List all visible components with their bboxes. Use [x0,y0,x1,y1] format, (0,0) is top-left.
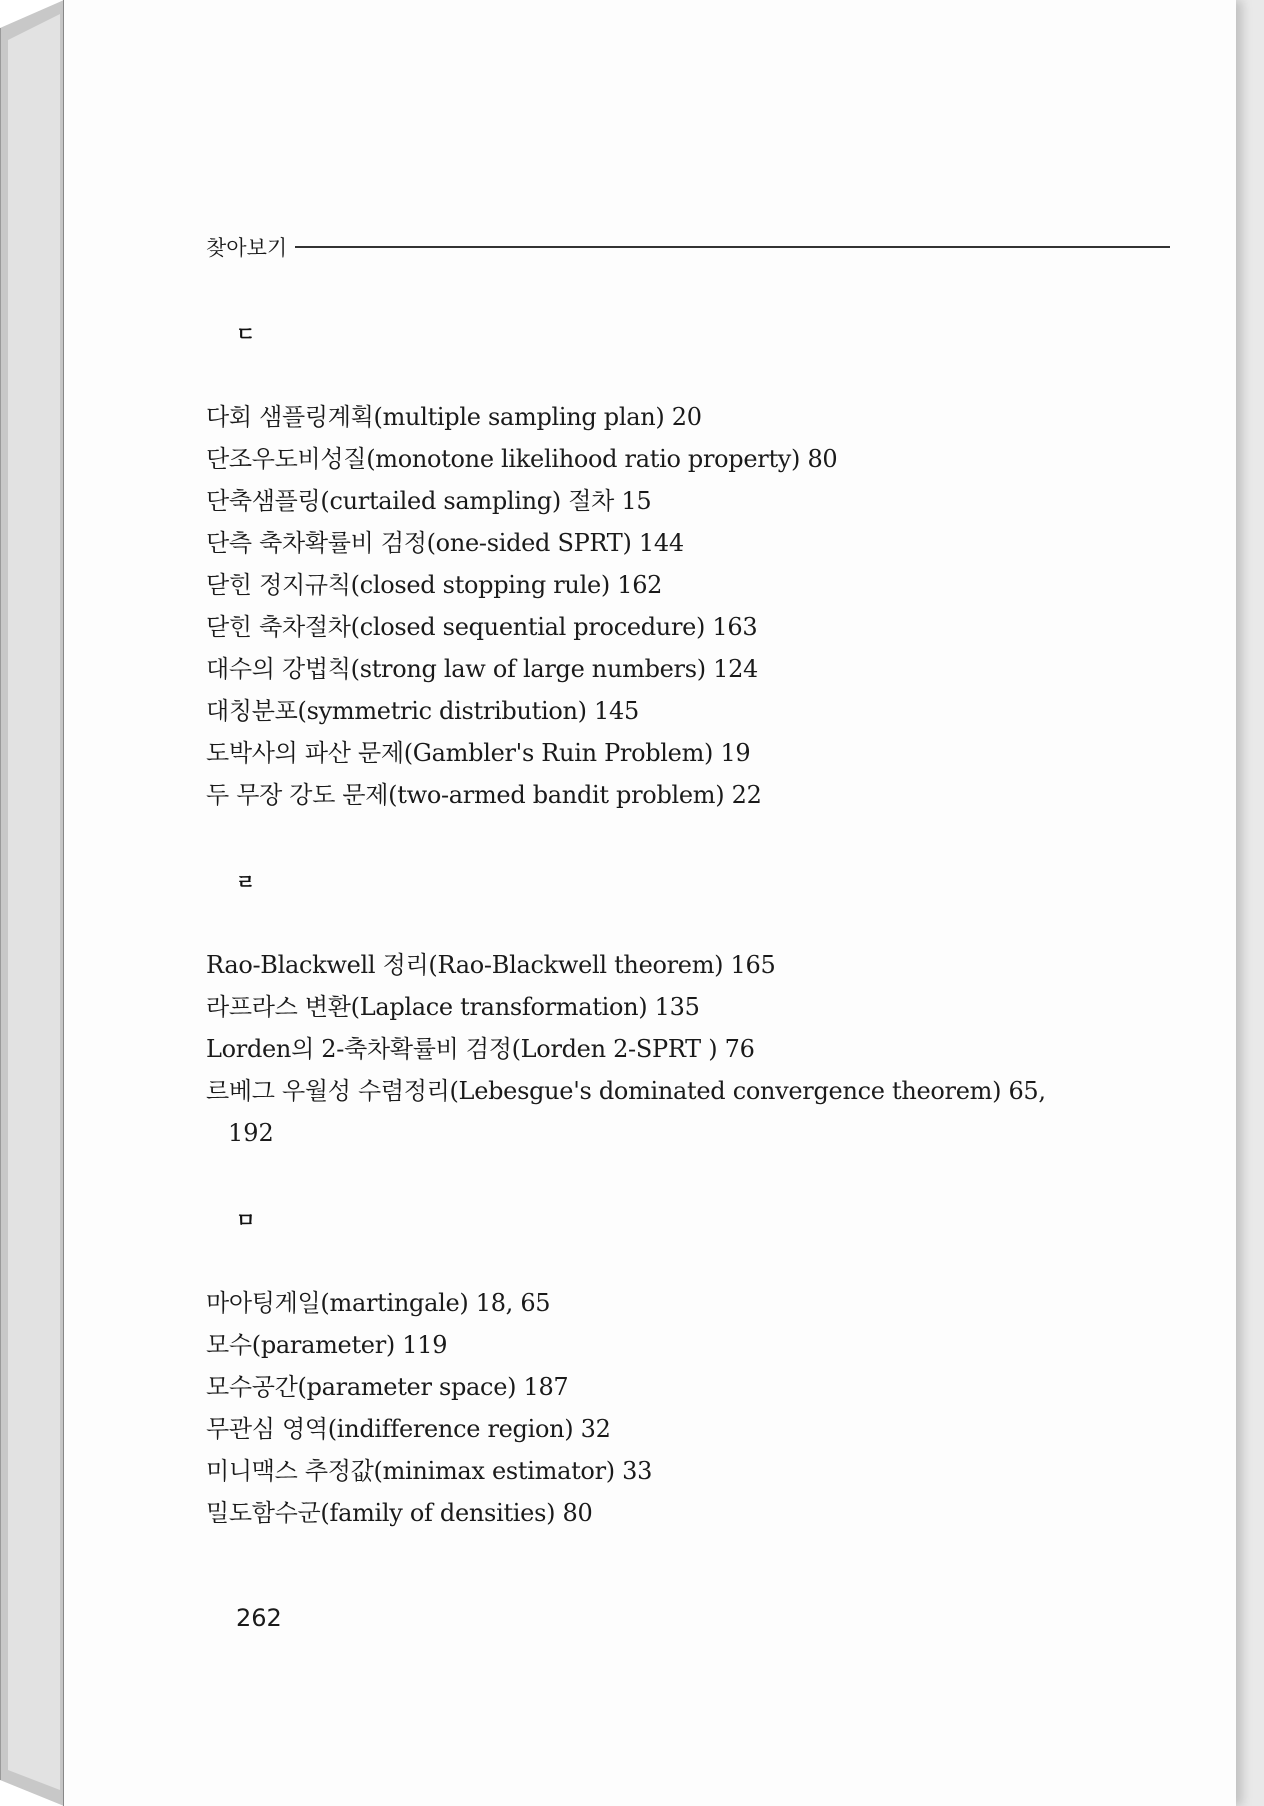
index-entry: 단측 축차확률비 검정(one-sided SPRT) 144 [206,529,684,557]
page-number: 262 [236,1604,282,1632]
index-entry: 대칭분포(symmetric distribution) 145 [206,697,639,725]
header-rule [295,246,1170,248]
index-entry: Rao-Blackwell 정리(Rao-Blackwell theorem) 165 [206,951,776,979]
index-entry: 닫힌 축차절차(closed sequential procedure) 163 [206,613,758,641]
page-header [206,232,1170,262]
index-entry: 다회 샘플링계획(multiple sampling plan) 20 [206,403,702,431]
header-title: 찾아보기 [206,236,288,260]
index-entry: 도박사의 파산 문제(Gambler's Ruin Problem) 19 [206,739,751,767]
index-entry: Lorden의 2-축차확률비 검정(Lorden 2-SPRT ) 76 [206,1035,755,1063]
page-content [64,0,1236,1806]
index-entry: 무관심 영역(indifference region) 32 [206,1415,611,1443]
index-entry: 미니맥스 추정값(minimax estimator) 33 [206,1457,653,1485]
index-entry: 단축샘플링(curtailed sampling) 절차 15 [206,487,652,515]
index-entry: 라프라스 변환(Laplace transformation) 135 [206,993,700,1021]
section-letter-d: ㄷ [236,322,256,346]
index-entry: 두 무장 강도 문제(two-armed bandit problem) 22 [206,781,762,809]
index-entry: 모수공간(parameter space) 187 [206,1373,569,1401]
book-page [64,0,1236,1806]
index-entry: 모수(parameter) 119 [206,1331,448,1359]
index-entry: 마아팅게일(martingale) 18, 65 [206,1289,551,1317]
index-entry-continuation: 192 [228,1119,274,1147]
index-entry: 밀도함수군(family of densities) 80 [206,1499,593,1527]
index-entry: 대수의 강법칙(strong law of large numbers) 124 [206,655,759,683]
section-letter-r: ㄹ [236,870,256,894]
index-entry: 닫힌 정지규칙(closed stopping rule) 162 [206,571,663,599]
section-letter-m: ㅁ [236,1208,256,1232]
index-entry: 단조우도비성질(monotone likelihood ratio property) 80 [206,445,838,473]
index-entry: 르베그 우월성 수렴정리(Lebesgue's dominated convergence theorem) 65, [206,1077,1046,1105]
